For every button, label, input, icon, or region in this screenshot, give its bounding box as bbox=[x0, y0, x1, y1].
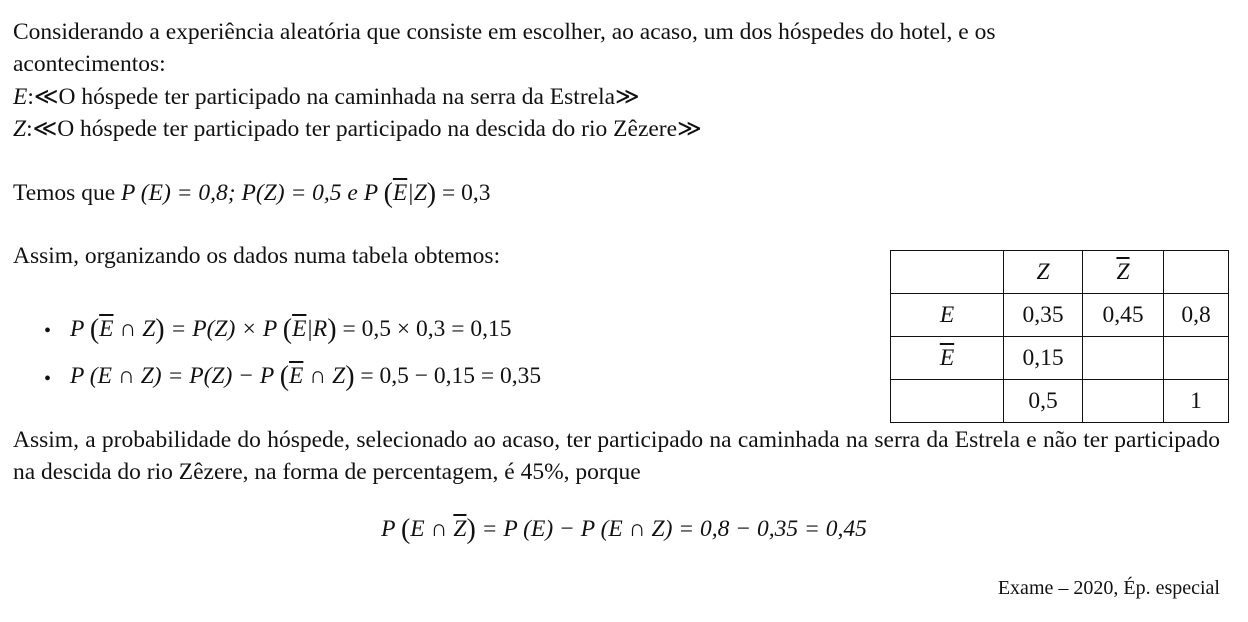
table-header-cell bbox=[1164, 251, 1229, 294]
b1-c: = P(Z) × P bbox=[164, 316, 283, 342]
event-z-symbol: Z bbox=[13, 116, 27, 142]
table-cell: 0,35 bbox=[1004, 294, 1083, 337]
intro-line-1: Considerando a experiência aleatória que consiste em escolher, ao acaso, um dos hóspedes do hotel, e os bbox=[13, 19, 996, 45]
given-probabilities bbox=[13, 178, 491, 209]
b2-close: ) bbox=[345, 361, 355, 392]
b1-open2: ( bbox=[282, 314, 293, 345]
b1-b: ∩ Z bbox=[113, 316, 156, 342]
bullet-formula-1 bbox=[70, 314, 511, 345]
given-p-z: P(Z) = 0,5 e bbox=[241, 180, 364, 206]
table-intro: Assim, organizando os dados numa tabela obtemos: bbox=[13, 243, 501, 269]
table-cell bbox=[1164, 337, 1229, 380]
b1-close: ) bbox=[155, 314, 165, 345]
given-p-e: P (E) = 0,8; bbox=[121, 180, 242, 206]
ff-a: P bbox=[381, 516, 401, 542]
table-header-row bbox=[891, 251, 1229, 294]
b1-ebar2: $\overline{E}$ bbox=[292, 316, 307, 342]
b1-a: P bbox=[70, 316, 90, 342]
table-cell: 0,5 bbox=[1004, 380, 1083, 423]
ff-c: = P (E) − P (E ∩ Z) = 0,8 − 0,35 = 0,45 bbox=[475, 516, 867, 542]
given-close-paren: ) bbox=[426, 178, 437, 209]
table-cell bbox=[1083, 337, 1164, 380]
b2-open: ( bbox=[279, 361, 290, 392]
table-cell bbox=[891, 380, 1004, 423]
table-cell: 0,8 bbox=[1164, 294, 1229, 337]
source-footer: Exame – 2020, Ép. especial bbox=[997, 577, 1220, 599]
table-row bbox=[891, 380, 1229, 423]
b1-e: = 0,5 × 0,3 = 0,15 bbox=[336, 316, 512, 342]
event-e-text: :≪O hóspede ter participado na caminhada na serra da Estrela≫ bbox=[27, 84, 640, 110]
bullet-formula-2 bbox=[70, 361, 541, 392]
event-z-text: :≪O hóspede ter participado ter participado na descida do rio Zêzere≫ bbox=[26, 116, 702, 142]
table-header-cell: Z bbox=[1004, 251, 1083, 294]
ff-b: E ∩ bbox=[410, 516, 454, 542]
b2-ebar: $\overline{E}$ bbox=[289, 363, 304, 389]
given-cond-rest: |Z bbox=[407, 180, 427, 206]
table-row bbox=[891, 337, 1229, 380]
probability-table bbox=[890, 250, 1229, 423]
conclusion-paragraph: Assim, a probabilidade do hóspede, selecionado ao acaso, ter participado na caminhada na serra da Estrela e não ter participado na descida do rio Zêzere, na forma de percentagem, é 45%, porque bbox=[13, 427, 1220, 485]
event-z-definition bbox=[13, 114, 702, 144]
b1-close2: ) bbox=[327, 314, 337, 345]
table-header-cell bbox=[891, 251, 1004, 294]
b1-ebar: $\overline{E}$ bbox=[99, 316, 114, 342]
table-header-cell: $\overline{Z}$ bbox=[1083, 251, 1164, 294]
given-prefix: Temos que bbox=[13, 180, 121, 206]
event-e-definition bbox=[13, 82, 640, 112]
b1-open: ( bbox=[89, 314, 100, 345]
event-e-symbol: E bbox=[13, 84, 28, 110]
final-formula bbox=[0, 511, 1248, 548]
table-cell: 0,15 bbox=[1004, 337, 1083, 380]
given-p-cond-prefix: P bbox=[363, 180, 384, 206]
given-ebar: $\overline{E}$ bbox=[392, 180, 408, 206]
table-cell: $\overline{E}$ bbox=[891, 337, 1004, 380]
b2-c: = 0,5 − 0,15 = 0,35 bbox=[354, 363, 542, 389]
ff-close: ) bbox=[466, 514, 476, 545]
intro-line-2: acontecimentos: bbox=[13, 51, 166, 77]
b2-b: ∩ Z bbox=[303, 363, 346, 389]
bullet-dot-1: • bbox=[44, 320, 52, 342]
table-row bbox=[891, 294, 1229, 337]
given-cond-value: = 0,3 bbox=[436, 180, 491, 206]
table-cell: 1 bbox=[1164, 380, 1229, 423]
ff-open: ( bbox=[400, 514, 411, 545]
table-cell: E bbox=[891, 294, 1004, 337]
ff-zbar: $\overline{Z}$ bbox=[453, 516, 467, 542]
given-open-paren: ( bbox=[383, 178, 393, 209]
bullet-dot-2: • bbox=[44, 368, 52, 390]
table-cell bbox=[1083, 380, 1164, 423]
b1-d: |R bbox=[306, 316, 328, 342]
table-cell: 0,45 bbox=[1083, 294, 1164, 337]
b2-a: P (E ∩ Z) = P(Z) − P bbox=[70, 363, 280, 389]
